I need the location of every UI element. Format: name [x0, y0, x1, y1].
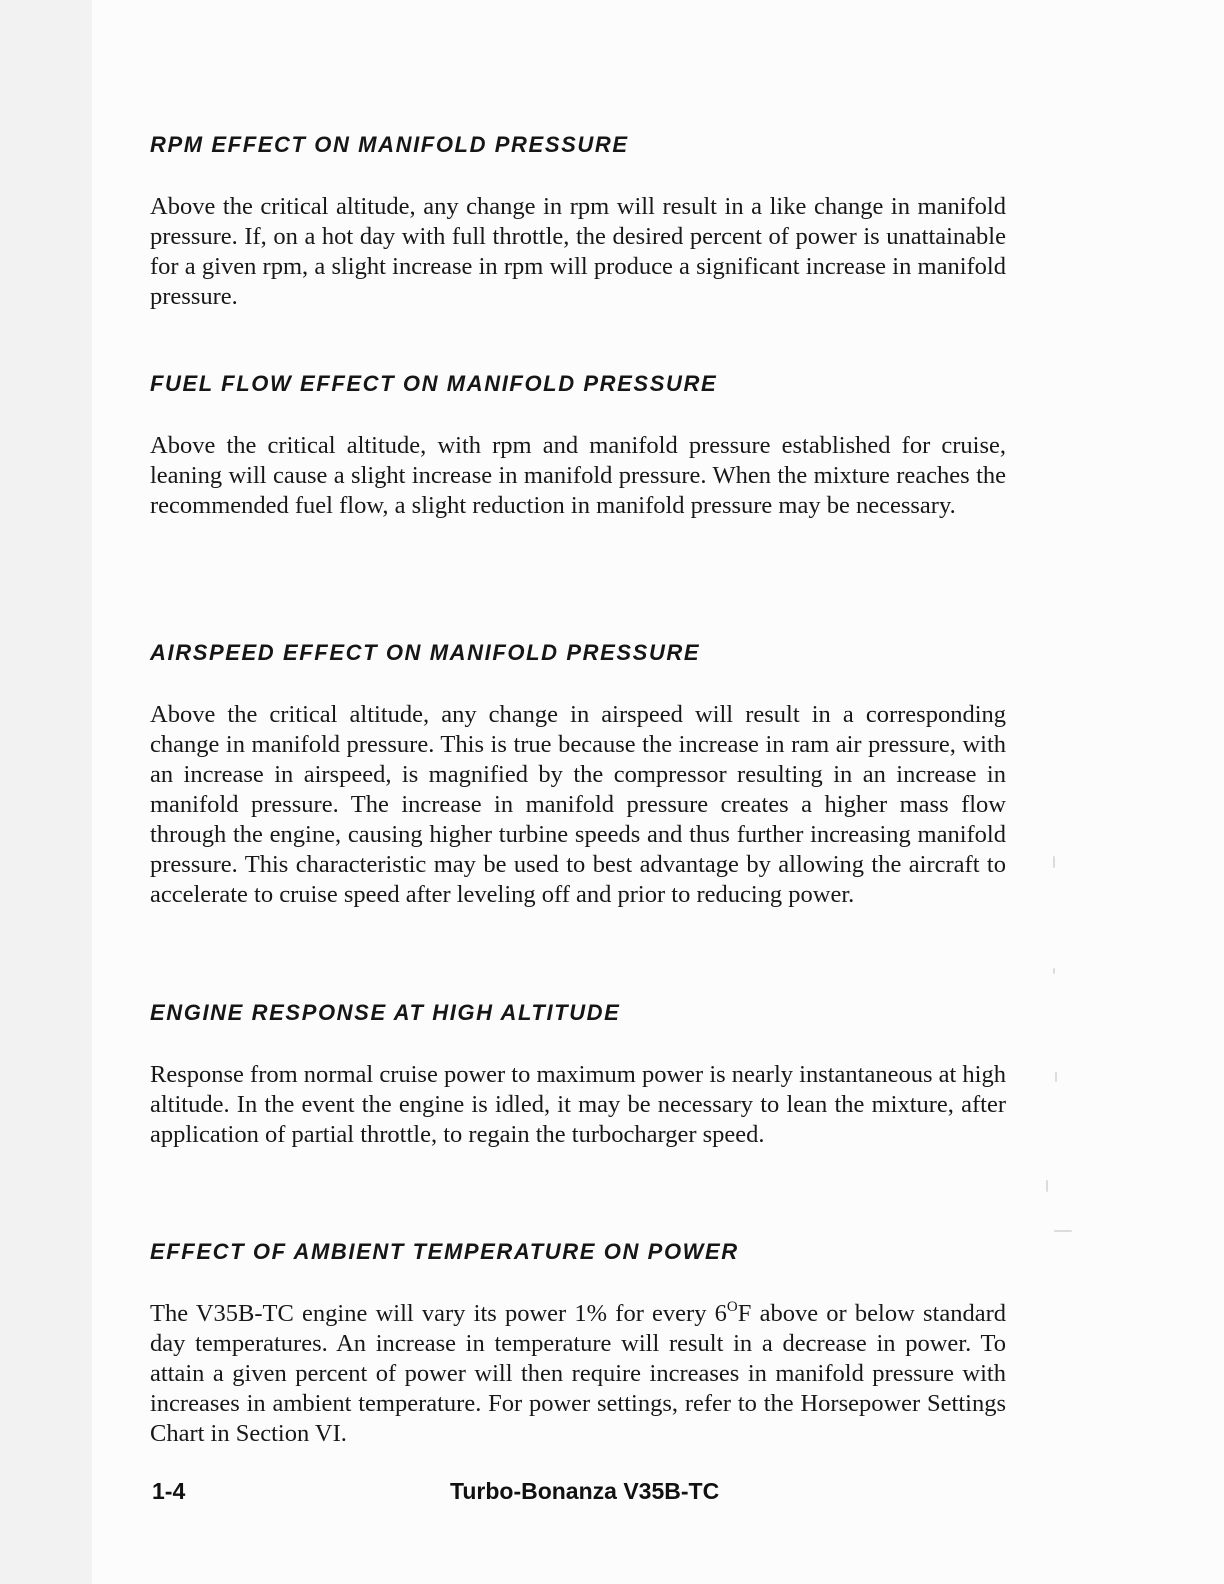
page-number: 1-4: [152, 1478, 186, 1504]
section-airspeed-effect: [150, 640, 1006, 910]
section-heading: EFFECT OF AMBIENT TEMPERATURE ON POWER: [150, 1239, 739, 1264]
degree-superscript: O: [726, 1299, 738, 1315]
section-fuel-flow-effect: [150, 371, 1006, 521]
scan-speck: [1046, 1180, 1048, 1192]
section-body: [150, 1299, 1006, 1449]
section-body: Above the critical altitude, with rpm and manifold pressure established for cruise, leaning will cause a slight increase in manifold pressure. When the mixture reaches the recommended fuel flow, a slight reduction in manifold pressure may be necessary.: [150, 432, 1006, 519]
scan-speck: [1054, 1230, 1072, 1232]
section-heading: RPM EFFECT ON MANIFOLD PRESSURE: [150, 132, 629, 157]
scan-speck: [1055, 1072, 1057, 1082]
section-body: Above the critical altitude, any change in rpm will result in a like change in manifold pressure. If, on a hot day with full throttle, the desired percent of power is unattainable for a given rpm, a slight increase in rpm will produce a significant increase in manifold pressure.: [150, 193, 1006, 310]
section-heading: FUEL FLOW EFFECT ON MANIFOLD PRESSURE: [150, 371, 718, 396]
body-text-start: The V35B-TC engine will vary its power 1% for every 6: [150, 1300, 727, 1327]
scan-gutter: [0, 0, 92, 1584]
footer-title: Turbo-Bonanza V35B-TC: [450, 1478, 720, 1504]
section-heading: AIRSPEED EFFECT ON MANIFOLD PRESSURE: [150, 640, 701, 665]
section-body: Above the critical altitude, any change in airspeed will result in a corresponding change in manifold pressure. This is true because the increase in ram air pressure, with an increase in airspeed, is magnified by the compressor resulting in an increase in manifold pressure. The increase in manifold pressure creates a higher mass flow through the engine, causing higher turbine speeds and thus further increasing manifold pressure. This characteristic may be used to best advantage by allowing the aircraft to accelerate to cruise speed after leveling off and prior to reducing power.: [150, 701, 1006, 908]
section-engine-response: [150, 1000, 1006, 1150]
scan-speck: [1053, 856, 1055, 868]
scan-speck: [1053, 968, 1055, 974]
section-heading: ENGINE RESPONSE AT HIGH ALTITUDE: [150, 1000, 621, 1025]
section-ambient-temperature: [150, 1239, 1006, 1449]
section-rpm-effect: [150, 132, 1006, 312]
section-body: Response from normal cruise power to maximum power is nearly instantaneous at high altitude. In the event the engine is idled, it may be necessary to lean the mixture, after application of partial throttle, to regain the turbocharger speed.: [150, 1061, 1006, 1148]
body-text-end: F above or below standard day temperatures. An increase in temperature will result in a decrease in power. To attain a given percent of power will then require increases in manifold pressure with increases in ambient temperature. For power settings, refer to the Horsepower Settings Chart in Section VI.: [150, 1300, 1006, 1447]
